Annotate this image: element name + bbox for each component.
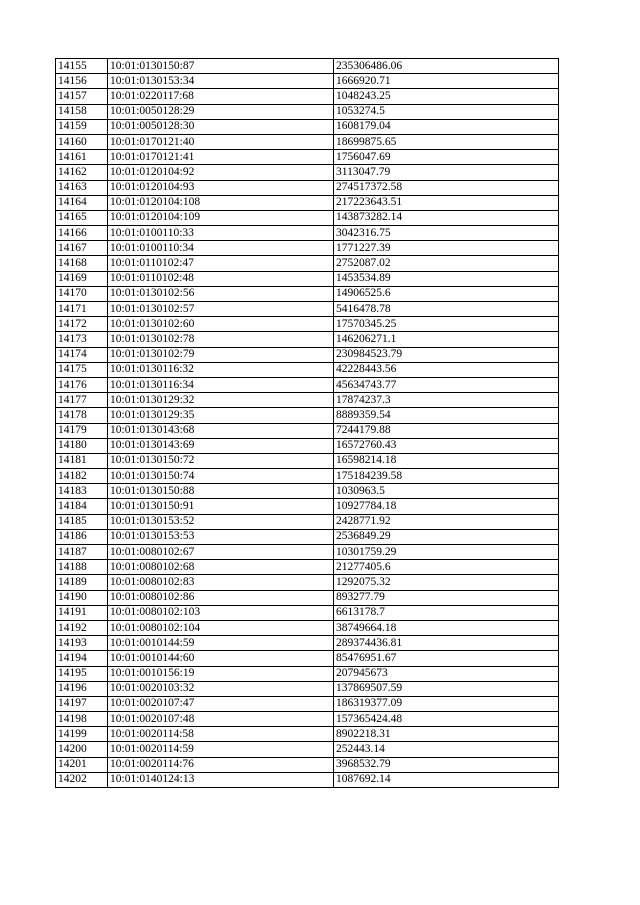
- table-row: [56, 772, 559, 787]
- table-row: [56, 423, 559, 438]
- value-cell: 10927784.18: [334, 499, 559, 514]
- row-number-cell: 14171: [56, 302, 108, 317]
- table-row: [56, 59, 559, 74]
- row-number-cell: 14201: [56, 757, 108, 772]
- value-cell: 274517372.58: [334, 180, 559, 195]
- value-cell: 1053274.5: [334, 104, 559, 119]
- cadastral-number-cell: 10:01:0130143:69: [108, 438, 334, 453]
- value-cell: 207945673: [334, 666, 559, 681]
- table-row: [56, 393, 559, 408]
- value-cell: 8902218.31: [334, 727, 559, 742]
- row-number-cell: 14189: [56, 575, 108, 590]
- table-row: [56, 696, 559, 711]
- table-row: [56, 620, 559, 635]
- row-number-cell: 14167: [56, 241, 108, 256]
- table-row: [56, 453, 559, 468]
- value-cell: 1771227.39: [334, 241, 559, 256]
- value-cell: 85476951.67: [334, 651, 559, 666]
- cadastral-number-cell: 10:01:0020114:59: [108, 742, 334, 757]
- row-number-cell: 14175: [56, 362, 108, 377]
- row-number-cell: 14191: [56, 605, 108, 620]
- value-cell: 3042316.75: [334, 226, 559, 241]
- row-number-cell: 14178: [56, 408, 108, 423]
- table-row: [56, 757, 559, 772]
- table-row: [56, 74, 559, 89]
- cadastral-number-cell: 10:01:0130102:79: [108, 347, 334, 362]
- table-row: [56, 195, 559, 210]
- row-number-cell: 14168: [56, 256, 108, 271]
- cadastral-number-cell: 10:01:0130116:34: [108, 377, 334, 392]
- cadastral-number-cell: 10:01:0010144:59: [108, 636, 334, 651]
- row-number-cell: 14166: [56, 226, 108, 241]
- cadastral-number-cell: 10:01:0170121:40: [108, 134, 334, 149]
- cadastral-number-cell: 10:01:0020107:48: [108, 712, 334, 727]
- table-row: [56, 545, 559, 560]
- value-cell: 235306486.06: [334, 59, 559, 74]
- table-row: [56, 256, 559, 271]
- value-cell: 16598214.18: [334, 453, 559, 468]
- table-row: [56, 165, 559, 180]
- value-cell: 2752087.02: [334, 256, 559, 271]
- row-number-cell: 14179: [56, 423, 108, 438]
- table-row: [56, 210, 559, 225]
- value-cell: 18699875.65: [334, 134, 559, 149]
- value-cell: 17570345.25: [334, 317, 559, 332]
- table-row: [56, 89, 559, 104]
- table-row: [56, 317, 559, 332]
- table-row: [56, 150, 559, 165]
- value-cell: 3968532.79: [334, 757, 559, 772]
- value-cell: 1292075.32: [334, 575, 559, 590]
- row-number-cell: 14161: [56, 150, 108, 165]
- value-cell: 893277.79: [334, 590, 559, 605]
- value-cell: 146206271.1: [334, 332, 559, 347]
- value-cell: 137869507.59: [334, 681, 559, 696]
- cadastral-number-cell: 10:01:0020107:47: [108, 696, 334, 711]
- value-cell: 8889359.54: [334, 408, 559, 423]
- row-number-cell: 14200: [56, 742, 108, 757]
- value-cell: 17874237.3: [334, 393, 559, 408]
- row-number-cell: 14186: [56, 529, 108, 544]
- table-row: [56, 241, 559, 256]
- row-number-cell: 14198: [56, 712, 108, 727]
- cadastral-number-cell: 10:01:0130153:34: [108, 74, 334, 89]
- cadastral-number-cell: 10:01:0120104:109: [108, 210, 334, 225]
- value-cell: 5416478.78: [334, 302, 559, 317]
- value-cell: 1030963.5: [334, 484, 559, 499]
- row-number-cell: 14157: [56, 89, 108, 104]
- row-number-cell: 14188: [56, 560, 108, 575]
- table-row: [56, 332, 559, 347]
- table-row: [56, 362, 559, 377]
- value-cell: 186319377.09: [334, 696, 559, 711]
- row-number-cell: 14162: [56, 165, 108, 180]
- value-cell: 1756047.69: [334, 150, 559, 165]
- table-row: [56, 636, 559, 651]
- row-number-cell: 14181: [56, 453, 108, 468]
- row-number-cell: 14193: [56, 636, 108, 651]
- row-number-cell: 14169: [56, 271, 108, 286]
- row-number-cell: 14190: [56, 590, 108, 605]
- cadastral-number-cell: 10:01:0130129:32: [108, 393, 334, 408]
- cadastral-number-cell: 10:01:0130150:74: [108, 469, 334, 484]
- row-number-cell: 14194: [56, 651, 108, 666]
- value-cell: 1453534.89: [334, 271, 559, 286]
- value-cell: 1048243.25: [334, 89, 559, 104]
- value-cell: 1608179.04: [334, 119, 559, 134]
- table-row: [56, 484, 559, 499]
- table-row: [56, 742, 559, 757]
- row-number-cell: 14155: [56, 59, 108, 74]
- table-row: [56, 681, 559, 696]
- cadastral-number-cell: 10:01:0130102:56: [108, 286, 334, 301]
- cadastral-number-cell: 10:01:0020114:76: [108, 757, 334, 772]
- row-number-cell: 14185: [56, 514, 108, 529]
- table-row: [56, 514, 559, 529]
- value-cell: 157365424.48: [334, 712, 559, 727]
- row-number-cell: 14159: [56, 119, 108, 134]
- row-number-cell: 14174: [56, 347, 108, 362]
- cadastral-number-cell: 10:01:0130143:68: [108, 423, 334, 438]
- cadastral-number-cell: 10:01:0130116:32: [108, 362, 334, 377]
- cadastral-number-cell: 10:01:0080102:103: [108, 605, 334, 620]
- row-number-cell: 14184: [56, 499, 108, 514]
- cadastral-number-cell: 10:01:0130129:35: [108, 408, 334, 423]
- cadastral-number-cell: 10:01:0080102:68: [108, 560, 334, 575]
- value-cell: 38749664.18: [334, 620, 559, 635]
- cadastral-number-cell: 10:01:0020103:32: [108, 681, 334, 696]
- row-number-cell: 14182: [56, 469, 108, 484]
- table-row: [56, 560, 559, 575]
- cadastral-number-cell: 10:01:0120104:92: [108, 165, 334, 180]
- value-cell: 16572760.43: [334, 438, 559, 453]
- row-number-cell: 14172: [56, 317, 108, 332]
- row-number-cell: 14192: [56, 620, 108, 635]
- table-row: [56, 529, 559, 544]
- cadastral-number-cell: 10:01:0130102:78: [108, 332, 334, 347]
- cadastral-number-cell: 10:01:0080102:67: [108, 545, 334, 560]
- value-cell: 3113047.79: [334, 165, 559, 180]
- value-cell: 7244179.88: [334, 423, 559, 438]
- row-number-cell: 14202: [56, 772, 108, 787]
- value-cell: 230984523.79: [334, 347, 559, 362]
- cadastral-number-cell: 10:01:0120104:108: [108, 195, 334, 210]
- value-cell: 14906525.6: [334, 286, 559, 301]
- cadastral-number-cell: 10:01:0130102:60: [108, 317, 334, 332]
- row-number-cell: 14199: [56, 727, 108, 742]
- row-number-cell: 14176: [56, 377, 108, 392]
- value-cell: 2536849.29: [334, 529, 559, 544]
- table-row: [56, 727, 559, 742]
- value-cell: 10301759.29: [334, 545, 559, 560]
- row-number-cell: 14195: [56, 666, 108, 681]
- table-row: [56, 651, 559, 666]
- row-number-cell: 14170: [56, 286, 108, 301]
- cadastral-number-cell: 10:01:0080102:86: [108, 590, 334, 605]
- row-number-cell: 14164: [56, 195, 108, 210]
- row-number-cell: 14197: [56, 696, 108, 711]
- row-number-cell: 14160: [56, 134, 108, 149]
- value-cell: 1666920.71: [334, 74, 559, 89]
- row-number-cell: 14196: [56, 681, 108, 696]
- value-cell: 2428771.92: [334, 514, 559, 529]
- table-row: [56, 134, 559, 149]
- table-row: [56, 408, 559, 423]
- cadastral-number-cell: 10:01:0130102:57: [108, 302, 334, 317]
- table-row: [56, 347, 559, 362]
- value-cell: 252443.14: [334, 742, 559, 757]
- table-row: [56, 605, 559, 620]
- table-row: [56, 104, 559, 119]
- cadastral-number-cell: 10:01:0130150:91: [108, 499, 334, 514]
- table-row: [56, 666, 559, 681]
- table-body: [56, 59, 559, 788]
- cadastral-number-cell: 10:01:0130153:53: [108, 529, 334, 544]
- cadastral-number-cell: 10:01:0080102:83: [108, 575, 334, 590]
- cadastral-number-cell: 10:01:0010156:19: [108, 666, 334, 681]
- table-row: [56, 499, 559, 514]
- data-table: [55, 58, 559, 788]
- cadastral-number-cell: 10:01:0100110:33: [108, 226, 334, 241]
- table-row: [56, 302, 559, 317]
- row-number-cell: 14158: [56, 104, 108, 119]
- value-cell: 289374436.81: [334, 636, 559, 651]
- table-row: [56, 377, 559, 392]
- table-row: [56, 226, 559, 241]
- value-cell: 42228443.56: [334, 362, 559, 377]
- cadastral-number-cell: 10:01:0100110:34: [108, 241, 334, 256]
- cadastral-number-cell: 10:01:0130150:87: [108, 59, 334, 74]
- value-cell: 21277405.6: [334, 560, 559, 575]
- cadastral-number-cell: 10:01:0110102:47: [108, 256, 334, 271]
- cadastral-number-cell: 10:01:0080102:104: [108, 620, 334, 635]
- value-cell: 45634743.77: [334, 377, 559, 392]
- cadastral-number-cell: 10:01:0130150:88: [108, 484, 334, 499]
- table-row: [56, 469, 559, 484]
- table-row: [56, 271, 559, 286]
- cadastral-number-cell: 10:01:0130150:72: [108, 453, 334, 468]
- row-number-cell: 14187: [56, 545, 108, 560]
- value-cell: 1087692.14: [334, 772, 559, 787]
- cadastral-number-cell: 10:01:0010144:60: [108, 651, 334, 666]
- cadastral-number-cell: 10:01:0110102:48: [108, 271, 334, 286]
- row-number-cell: 14173: [56, 332, 108, 347]
- row-number-cell: 14177: [56, 393, 108, 408]
- table-row: [56, 180, 559, 195]
- row-number-cell: 14163: [56, 180, 108, 195]
- table-row: [56, 575, 559, 590]
- row-number-cell: 14180: [56, 438, 108, 453]
- cadastral-number-cell: 10:01:0170121:41: [108, 150, 334, 165]
- value-cell: 143873282.14: [334, 210, 559, 225]
- table-row: [56, 438, 559, 453]
- table-row: [56, 119, 559, 134]
- value-cell: 217223643.51: [334, 195, 559, 210]
- value-cell: 175184239.58: [334, 469, 559, 484]
- cadastral-number-cell: 10:01:0020114:58: [108, 727, 334, 742]
- row-number-cell: 14165: [56, 210, 108, 225]
- row-number-cell: 14156: [56, 74, 108, 89]
- value-cell: 6613178.7: [334, 605, 559, 620]
- cadastral-number-cell: 10:01:0220117:68: [108, 89, 334, 104]
- table-row: [56, 712, 559, 727]
- cadastral-number-cell: 10:01:0120104:93: [108, 180, 334, 195]
- table-row: [56, 590, 559, 605]
- table-row: [56, 286, 559, 301]
- row-number-cell: 14183: [56, 484, 108, 499]
- cadastral-number-cell: 10:01:0130153:52: [108, 514, 334, 529]
- cadastral-number-cell: 10:01:0050128:29: [108, 104, 334, 119]
- cadastral-number-cell: 10:01:0140124:13: [108, 772, 334, 787]
- cadastral-number-cell: 10:01:0050128:30: [108, 119, 334, 134]
